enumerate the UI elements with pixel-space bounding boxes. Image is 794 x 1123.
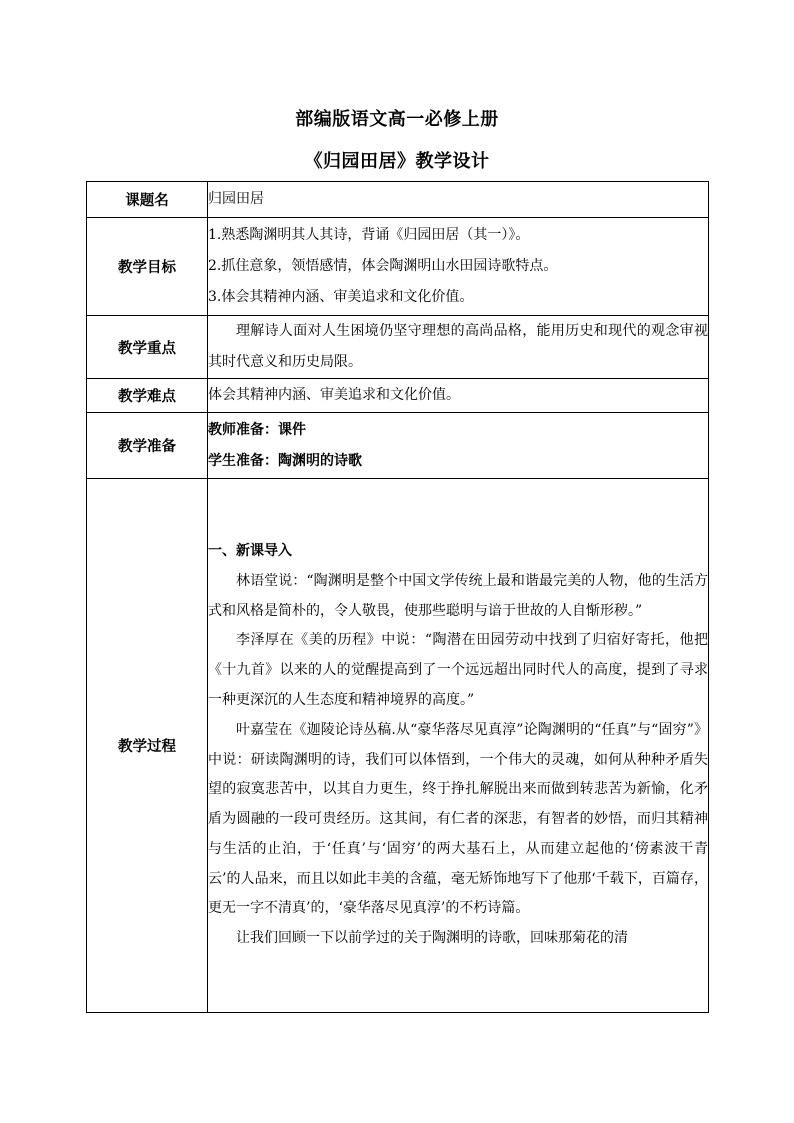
document-title: 部编版语文高一必修上册 [295, 109, 499, 130]
topic-label: 课题名 [87, 182, 208, 218]
process-paragraph: 李泽厚在《美的历程》中说：“陶潜在田园劳动中找到了归宿好寄托，他把《十九首》以来的人的觉醒提高到了一个远远超出同时代人的高度，提到了寻求一种更深沉的人生态度和精神境界的高度。” [208, 632, 708, 708]
table-row-preparation [87, 413, 709, 479]
objectives-label: 教学目标 [87, 218, 208, 316]
table-row-process [87, 479, 709, 1013]
process-content [208, 479, 709, 1013]
difficulties-label: 教学难点 [87, 379, 208, 413]
objectives-content [208, 218, 709, 316]
process-paragraph: 林语堂说：“陶渊明是整个中国文学传统上最和谐最完美的人物，他的生活方式和风格是简朴的，令人敬畏，使那些聪明与谙于世故的人自惭形秽。” [208, 572, 708, 619]
key-points-label: 教学重点 [87, 316, 208, 379]
table-row-topic [87, 182, 709, 218]
lesson-plan-table [86, 181, 709, 1013]
table-row-difficulties [87, 379, 709, 413]
objective-item: 2.抓住意象，领悟感情，体会陶渊明山水田园诗歌特点。 [208, 258, 558, 274]
objective-item: 1.熟悉陶渊明其人其诗，背诵《归园田居（其一）》。 [208, 227, 530, 243]
difficulties-content: 体会其精神内涵、审美追求和文化价值。 [208, 379, 709, 413]
preparation-label: 教学准备 [87, 413, 208, 479]
section-heading: 一、新课导入 [208, 542, 292, 559]
key-points-text: 理解诗人面对人生困境仍坚守理想的高尚品格，能用历史和现代的观念审视其时代意义和历史局限。 [208, 323, 708, 370]
process-label: 教学过程 [87, 479, 208, 1013]
table-row-objectives [87, 218, 709, 316]
student-preparation: 学生准备：陶渊明的诗歌 [208, 452, 362, 469]
table-row-key-points [87, 316, 709, 379]
process-paragraph: 叶嘉莹在《迦陵论诗丛稿.从“豪华落尽见真淳”论陶渊明的“任真”与“固穷”》中说：研读陶渊明的诗，我们可以体悟到，一个伟大的灵魂，如何从种种矛盾失望的寂寞悲苦中，以其自力更生，终于挣扎解脱出来而做到转悲苦为新愉，化矛盾为圆融的一段可贵经历。这其间，有仁者的深悲，有智者的妙悟，而归其精神与生活的止泊，于‘任真’与‘固穷’的两大基石上，从而建立起他的‘傍素波干青云’的人品来，而且以如此丰美的含蕴，毫无矫饰地写下了他那‘千载下，百篇存，更无一字不清真’的，‘豪华落尽见真淳’的不朽诗篇。 [208, 721, 708, 917]
teacher-preparation: 教师准备：课件 [208, 421, 306, 438]
preparation-content [208, 413, 709, 479]
objective-item: 3.体会其精神内涵、审美追求和文化价值。 [208, 289, 474, 305]
topic-value: 归园田居 [208, 182, 709, 218]
process-paragraph: 让我们回顾一下以前学过的关于陶渊明的诗歌，回味那菊花的清 [236, 930, 628, 947]
key-points-content [208, 316, 709, 379]
document-subtitle: 《归园田居》教学设计 [304, 151, 490, 172]
